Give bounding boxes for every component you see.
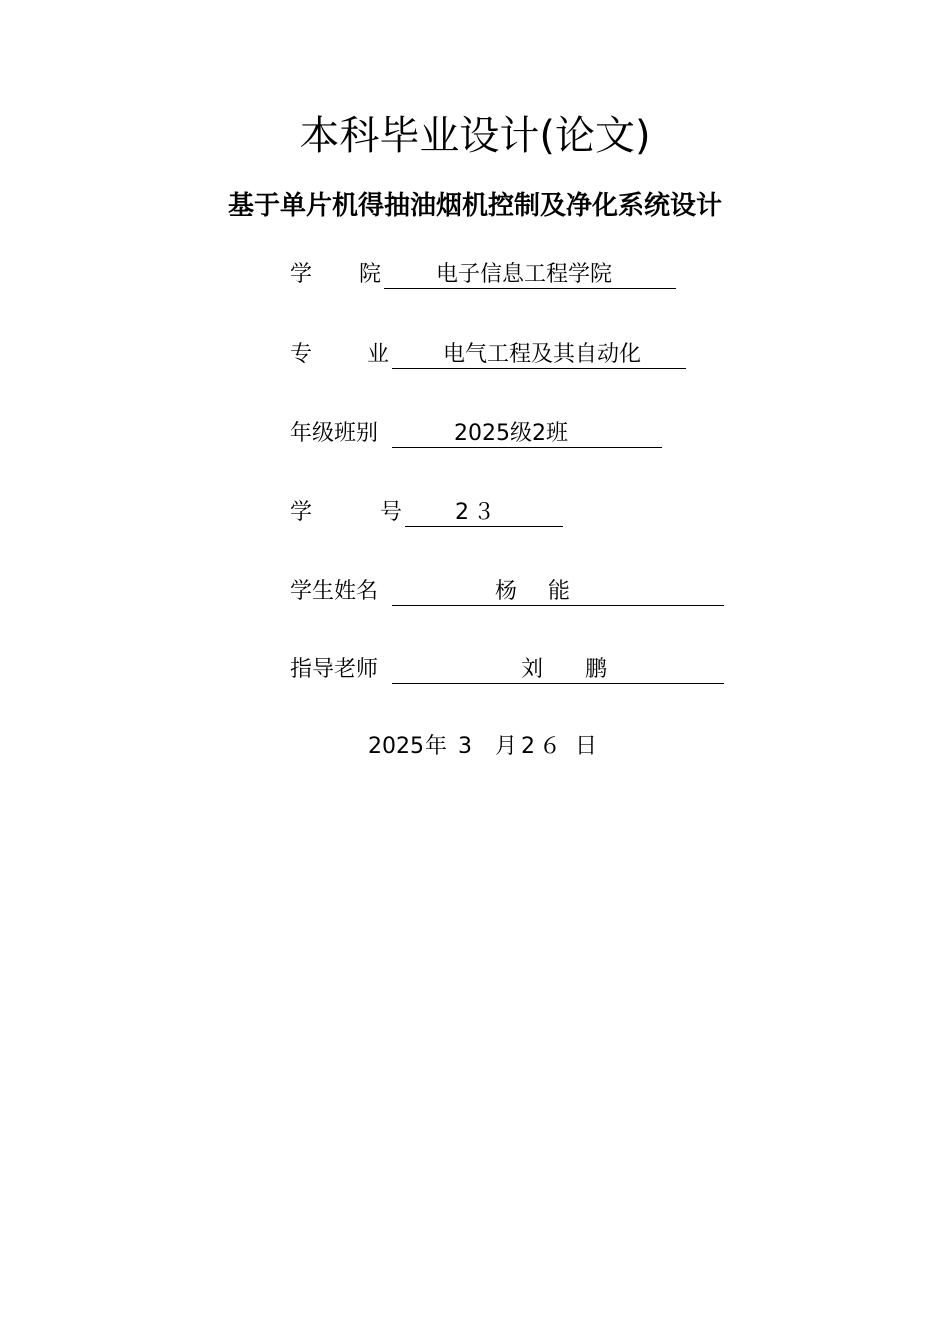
page-title: 本科毕业设计(论文): [299, 113, 651, 159]
class-underline: [392, 417, 662, 448]
student-id-value: 2３: [455, 500, 499, 525]
major-label-second: 业: [367, 342, 390, 367]
college-underline: [384, 258, 676, 289]
college-value: 电子信息工程学院: [436, 262, 613, 287]
date-year-char: 年: [425, 734, 448, 759]
date-month: 3: [458, 734, 472, 759]
date-year: 2025: [368, 734, 424, 759]
student-name-value-first: 杨: [495, 579, 518, 604]
advisor-value-first: 刘: [521, 657, 544, 682]
student-id-label-second: 号: [380, 500, 403, 525]
date-day: 2６: [521, 734, 565, 759]
student-name-value-second: 能: [548, 579, 571, 604]
student-id-label-first: 学: [290, 500, 313, 525]
college-row: [290, 258, 690, 292]
date-month-char: 月: [495, 734, 518, 759]
student-id-row: [290, 496, 580, 530]
advisor-row: [290, 653, 730, 687]
advisor-underline: [392, 653, 724, 684]
class-label: 年级班别: [290, 421, 379, 446]
date-day-char: 日: [575, 734, 598, 759]
submission-date: [368, 730, 608, 764]
major-row: [290, 338, 700, 372]
student-name-underline: [392, 575, 724, 606]
major-value: 电气工程及其自动化: [443, 342, 642, 367]
advisor-label: 指导老师: [290, 657, 379, 682]
college-label-first: 学: [290, 262, 313, 287]
class-row: [290, 417, 670, 451]
student-name-label: 学生姓名: [290, 579, 379, 604]
student-id-underline: [405, 496, 563, 527]
advisor-value-second: 鹏: [585, 657, 608, 682]
college-label-second: 院: [359, 262, 382, 287]
major-label-first: 专: [290, 342, 313, 367]
major-underline: [392, 338, 686, 369]
student-name-row: [290, 575, 730, 609]
thesis-title: 基于单片机得抽油烟机控制及净化系统设计: [227, 191, 722, 221]
class-value: 2025级2班: [454, 421, 568, 446]
